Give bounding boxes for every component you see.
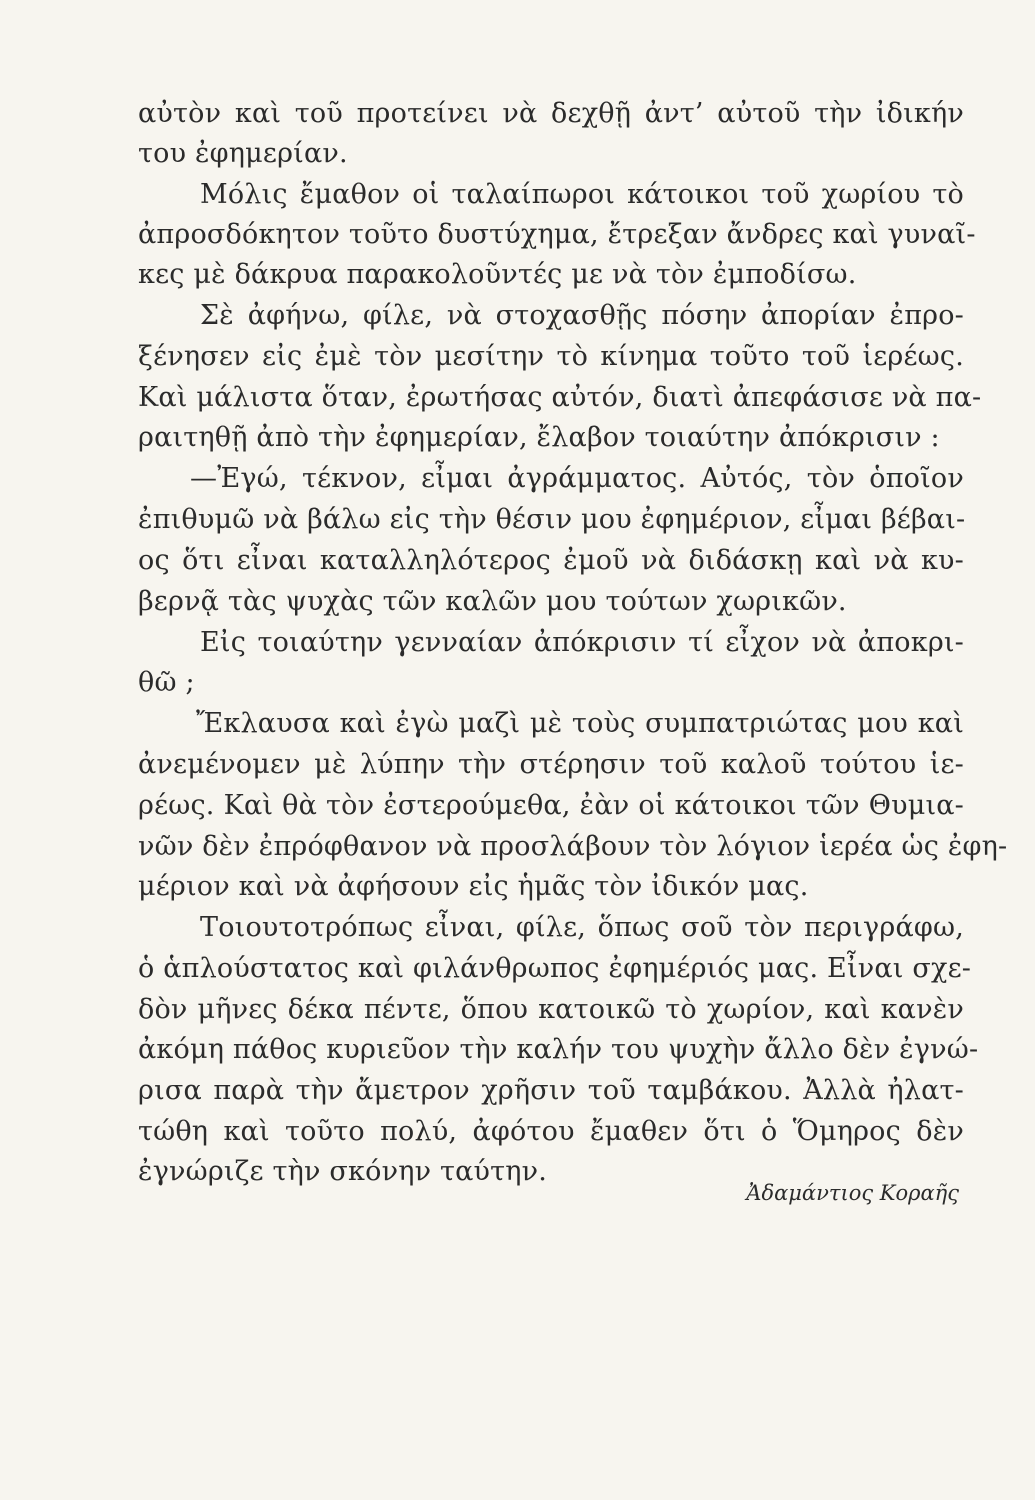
text-line-12: ος ὅτι εἶναι καταλληλότερος ἐμοῦ νὰ διδάσκῃ καὶ νὰ κυ-	[138, 545, 964, 576]
text-line-27: ἐγνώριζε τὴν σκόνην ταύτην.	[138, 1156, 548, 1187]
text-line-2: του ἐφημερίαν.	[138, 138, 348, 169]
text-line-13: βερνᾷ τὰς ψυχὰς τῶν καλῶν μου τούτων χωρικῶν.	[138, 586, 847, 617]
text-line-5: κες μὲ δάκρυα παρακολοῦντές με νὰ τὸν ἐμποδίσω.	[138, 259, 857, 290]
text-line-22: ὁ ἁπλούστατος καὶ φιλάνθρωπος ἐφημέριός μας. Εἶναι σχε-	[138, 953, 972, 984]
text-line-24: ἀκόμη πάθος κυριεῦον τὴν καλήν του ψυχὴν ἄλλο δὲν ἐγνώ-	[138, 1034, 979, 1065]
text-line-8: Καὶ μάλιστα ὅταν, ἐρωτήσας αὐτόν, διατὶ ἀπεφάσισε νὰ πα-	[138, 382, 982, 413]
text-line-26: τώθη καὶ τοῦτο πολύ, ἀφότου ἔμαθεν ὅτι ὁ Ὅμηρος δὲν	[138, 1116, 964, 1147]
text-line-17: ἀνεμένομεν μὲ λύπην τὴν στέρησιν τοῦ καλοῦ τούτου ἱε-	[138, 749, 964, 780]
text-line-14: Εἰς τοιαύτην γενναίαν ἀπόκρισιν τί εἶχον νὰ ἀποκρι-	[200, 627, 964, 658]
text-line-23: δὸν μῆνες δέκα πέντε, ὅπου κατοικῶ τὸ χωρίον, καὶ κανὲν	[138, 994, 964, 1025]
text-line-6: Σὲ ἀφήνω, φίλε, νὰ στοχασθῇς πόσην ἀπορίαν ἐπρο-	[200, 300, 964, 331]
text-line-15: θῶ ;	[138, 667, 195, 698]
text-line-21: Τοιουτοτρόπως εἶναι, φίλε, ὅπως σοῦ τὸν περιγράφω,	[200, 912, 964, 943]
text-line-4: ἀπροσδόκητον τοῦτο δυστύχημα, ἔτρεξαν ἄνδρες καὶ γυναῖ-	[138, 219, 976, 250]
text-line-18: ρέως. Καὶ θὰ τὸν ἐστερούμεθα, ἐὰν οἱ κάτοικοι τῶν Θυμια-	[138, 790, 964, 821]
text-line-25: ρισα παρὰ τὴν ἄμετρον χρῆσιν τοῦ ταμβάκου. Ἀλλὰ ἠλατ-	[138, 1075, 964, 1106]
text-line-10: —Ἐγώ, τέκνον, εἶμαι ἀγράμματος. Αὐτός, τὸν ὁποῖον	[190, 463, 964, 494]
text-line-3: Μόλις ἔμαθον οἱ ταλαίπωροι κάτοικοι τοῦ χωρίου τὸ	[200, 179, 964, 210]
text-line-1: αὐτὸν καὶ τοῦ προτείνει νὰ δεχθῇ ἀντ’ αὐτοῦ τὴν ἰδικήν	[138, 98, 964, 129]
text-line-20: μέριον καὶ νὰ ἀφήσουν εἰς ἡμᾶς τὸν ἰδικόν μας.	[138, 871, 809, 902]
text-line-19: νῶν δὲν ἐπρόφθανον νὰ προσλάβουν τὸν λόγιον ἱερέα ὡς ἐφη-	[138, 831, 1008, 862]
text-line-11: ἐπιθυμῶ νὰ βάλω εἰς τὴν θέσιν μου ἐφημέριον, εἶμαι βέβαι-	[138, 504, 966, 535]
text-line-7: ξένησεν εἰς ἐμὲ τὸν μεσίτην τὸ κίνημα τοῦτο τοῦ ἱερέως.	[138, 341, 964, 372]
text-line-16: Ἔκλαυσα καὶ ἐγὼ μαζὶ μὲ τοὺς συμπατριώτας μου καὶ	[196, 708, 964, 739]
text-line-9: ραιτηθῇ ἀπὸ τὴν ἐφημερίαν, ἔλαβον τοιαύτην ἀπόκρισιν :	[138, 422, 940, 453]
author-signature: Ἀδαμάντιος Κοραῆς	[746, 1181, 959, 1205]
